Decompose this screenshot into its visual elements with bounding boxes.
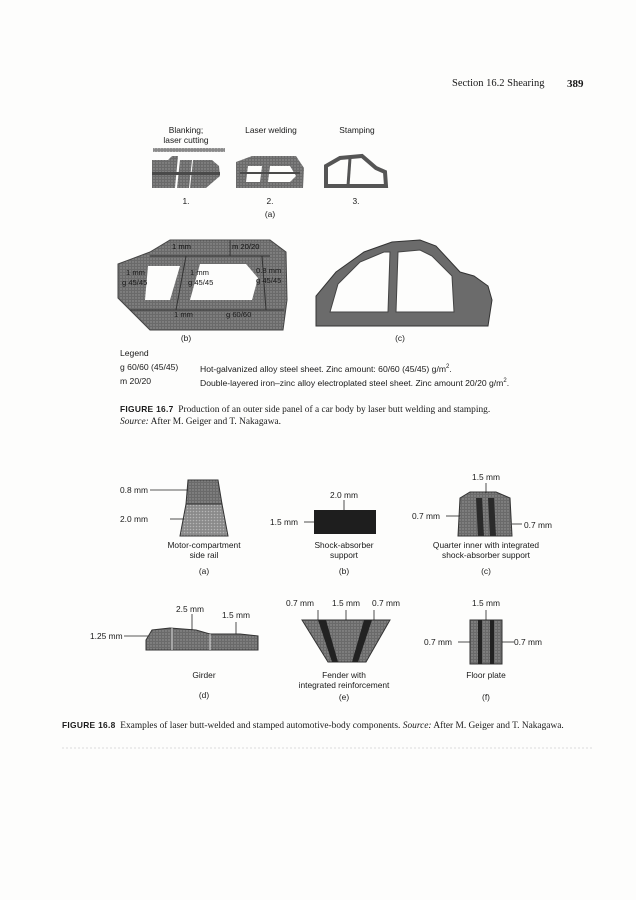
figure-16-7-caption: FIGURE 16.7 Production of an outer side panel of a car body by laser butt welding and stamping. Source: After M. Geiger and T. Nakagawa. <box>120 404 491 427</box>
blank-label-right-coating: g 45/45 <box>256 276 282 285</box>
shock-absorber-dim-left: 1.5 mm <box>270 517 298 527</box>
quarter-inner-name-1: Quarter inner with integrated <box>432 540 540 550</box>
step-number-3: 3. <box>352 196 360 206</box>
shock-absorber-dim-top: 2.0 mm <box>330 490 358 500</box>
subfigure-label-a: (a) <box>264 209 276 219</box>
blank-label-bottom-thickness: 1 mm <box>174 310 193 319</box>
label-stamping: Stamping <box>339 125 375 135</box>
floor-plate-name: Floor plate <box>466 670 506 680</box>
girder-dim-right: 1.5 mm <box>222 610 250 620</box>
side-rail-name-1: Motor-compartment <box>167 540 241 550</box>
fender-dim-middle: 1.5 mm <box>332 598 360 608</box>
legend-title: Legend <box>120 348 149 358</box>
fig-16-8-label-b: (b) <box>338 566 350 576</box>
fig-16-8-label-f: (f) <box>482 692 490 702</box>
legend-code-1: g 60/60 (45/45) <box>120 362 179 372</box>
label-laser-welding: Laser welding <box>245 125 297 135</box>
girder-dim-left: 2.5 mm <box>176 604 204 614</box>
legend-desc-2: Double-layered iron–zinc alloy electroplated steel sheet. Zinc amount 20/20 $g/m^2$. <box>200 377 510 388</box>
page-number: 389 <box>567 78 584 90</box>
quarter-inner-part <box>446 483 522 536</box>
floor-plate-dim-right: 0.7 mm <box>514 637 542 647</box>
quarter-inner-dim-right: 0.7 mm <box>524 520 552 530</box>
blank-label-middle-coating: g 45/45 <box>188 278 214 287</box>
side-rail-name-2: side rail <box>189 550 219 560</box>
quarter-inner-dim-left: 0.7 mm <box>412 511 440 521</box>
legend-desc-1: Hot-galvanized alloy steel sheet. Zinc amount: 60/60 (45/45) $g/m^2$. <box>200 363 452 374</box>
blank-label-top-thickness: 1 mm <box>172 242 191 251</box>
subfigure-label-c: (c) <box>395 333 405 343</box>
blank-label-left-coating: g 45/45 <box>122 278 148 287</box>
step-number-1: 1. <box>182 196 190 206</box>
quarter-inner-name-2: shock-absorber support <box>442 550 530 560</box>
step-number-2: 2. <box>266 196 274 206</box>
fig-16-8-label-e: (e) <box>338 692 350 702</box>
floor-plate-dim-left: 0.7 mm <box>424 637 452 647</box>
blank-label-right-thickness: 0.8 mm <box>256 266 282 275</box>
blank-label-top-coating: m 20/20 <box>232 242 260 251</box>
blank-label-left-thickness: 1 mm <box>126 268 145 277</box>
blank-label-middle-thickness: 1 mm <box>190 268 209 277</box>
fender-dim-left: 0.7 mm <box>286 598 314 608</box>
shock-absorber-part <box>304 500 376 534</box>
blank-label-bottom-coating: g 60/60 <box>226 310 252 319</box>
stamped-part <box>326 156 386 186</box>
subfigure-label-b: (b) <box>180 333 192 343</box>
fender-name-1: Fender with <box>322 670 366 680</box>
fig-16-8-label-c: (c) <box>481 566 491 576</box>
label-blanking: Blanking; <box>168 125 204 135</box>
fig-16-8-label-a: (a) <box>198 566 210 576</box>
running-header-section: Section 16.2 Shearing <box>452 78 545 89</box>
car-side-panel <box>316 240 492 326</box>
floor-plate-dim-top: 1.5 mm <box>472 598 500 608</box>
girder-name: Girder <box>192 670 216 680</box>
side-rail-dim-top: 0.8 mm <box>120 485 148 495</box>
label-laser-cutting: laser cutting <box>163 135 209 145</box>
blanked-blanks <box>152 148 225 188</box>
figure-16-8-caption: FIGURE 16.8 Examples of laser butt-welded and stamped automotive-body components. Source: After M. Geiger and T. Nakagawa. <box>62 720 564 731</box>
legend-code-2: m 20/20 <box>120 376 152 386</box>
side-rail-part <box>150 480 228 536</box>
welded-blank <box>236 156 304 188</box>
floor-plate-part <box>458 610 514 664</box>
quarter-inner-dim-top: 1.5 mm <box>472 472 500 482</box>
fender-part <box>302 610 390 662</box>
girder-dim-end: 1.25 mm <box>90 631 123 641</box>
shock-absorber-name-1: Shock-absorber <box>314 540 374 550</box>
shock-absorber-name-2: support <box>330 550 358 560</box>
fender-dim-right: 0.7 mm <box>372 598 400 608</box>
fig-16-8-label-d: (d) <box>198 690 210 700</box>
side-rail-dim-bottom: 2.0 mm <box>120 514 148 524</box>
fender-name-2: integrated reinforcement <box>298 680 390 690</box>
